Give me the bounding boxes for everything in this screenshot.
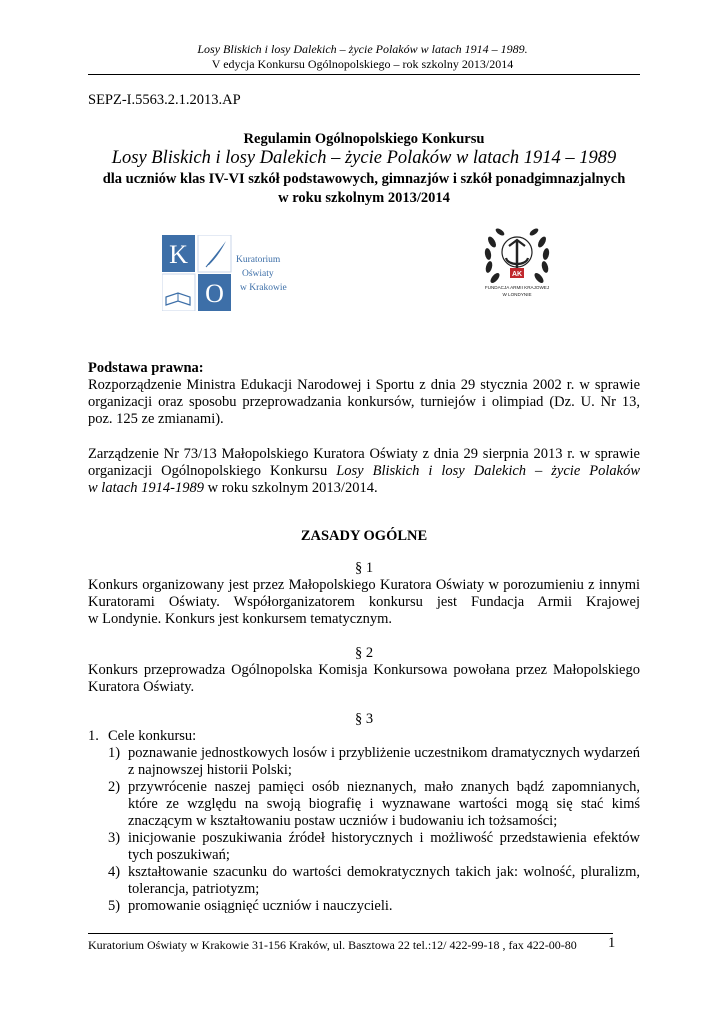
section-1-text — [88, 577, 640, 628]
goal-number: 1) — [108, 745, 121, 761]
legal-basis-p2-contest-title: Losy Bliskich i losy Dalekich – życie Polaków — [336, 463, 640, 479]
goal-number: 3) — [108, 830, 121, 846]
title-regulation: Regulamin Ogólnopolskiego Konkursu — [243, 131, 485, 147]
legal-basis-p1-line-2: organizacji oraz sposobu przeprowadzania konkursów, turniejów i olimpiad (Dz. U. Nr 13, — [88, 394, 640, 410]
goal-line: inicjowanie poszukiwania źródeł historycznych i możliwość przedstawienia efektów — [128, 830, 640, 846]
section-1-line-2: Kuratorami Oświaty. Współorganizatorem konkursu jest Fundacja Armii Krajowej — [88, 594, 640, 610]
goal-number: 5) — [108, 898, 121, 914]
logo-text-oswiaty: Oświaty — [242, 269, 274, 279]
legal-basis-p2-line-2a: organizacji Ogólnopolskiego Konkursu — [88, 463, 328, 479]
goal-line: przywrócenie naszej pamięci osób nieznanych, mało znanych bądź zapomnianych, — [128, 779, 640, 795]
fundacja-ak-logo — [482, 222, 552, 312]
legal-basis-p2-line-1: Zarządzenie Nr 73/13 Małopolskiego Kuratora Oświaty z dnia 29 sierpnia 2013 r. w sprawie — [88, 446, 640, 462]
legal-basis-p1-line-1: Rozporządzenie Ministra Edukacji Narodowej i Sportu z dnia 29 stycznia 2002 r. w sprawie — [88, 377, 640, 393]
running-header-edition: V edycja Konkursu Ogólnopolskiego – rok szkolny 2013/2014 — [211, 57, 514, 71]
legal-basis-p2-line-3b: w roku szkolnym 2013/2014. — [207, 480, 378, 496]
footer-rule — [88, 933, 613, 934]
title-contest-name: Losy Bliskich i losy Dalekich – życie Polaków w latach 1914 – 1989 — [111, 148, 617, 168]
section-2-line-1: Konkurs przeprowadza Ogólnopolska Komisja Konkursowa powołana przez Małopolskiego — [88, 662, 640, 678]
title-audience: dla uczniów klas IV-VI szkół podstawowych, gimnazjów i szkół ponadgimnazjalnych — [102, 171, 626, 187]
legal-basis-paragraph-1 — [88, 377, 640, 428]
ak-badge-text: AK — [511, 271, 523, 278]
section-3-intro: Cele konkursu: — [108, 728, 197, 744]
logo-letter-o: O — [205, 279, 224, 308]
fundacja-location-text: W LONDYNIE — [502, 292, 532, 297]
goal-number: 2) — [108, 779, 121, 795]
legal-basis-heading: Podstawa prawna: — [88, 360, 204, 376]
title-school-year: w roku szkolnym 2013/2014 — [278, 190, 450, 206]
goal-line: promowanie osiągnięć uczniów i nauczycieli. — [128, 898, 393, 914]
kotwica-icon — [502, 237, 532, 268]
goal-line: tych poszukiwań; — [128, 847, 230, 863]
header-rule — [88, 74, 640, 75]
goal-line: kształtowanie szacunku do wartości demokratycznych takich jak: wolność, pluralizm, — [128, 864, 640, 880]
running-header-title: Losy Bliskich i losy Dalekich – życie Polaków w latach 1914 – 1989. — [197, 42, 528, 56]
logo-text-krakow: w Krakowie — [240, 283, 287, 293]
goal-number: 4) — [108, 864, 121, 880]
section-3-intro-number: 1. — [88, 728, 99, 744]
legal-basis-p2-line-2 — [88, 463, 640, 480]
goal-line: tolerancja, patriotyzm; — [128, 881, 260, 897]
legal-basis-paragraph-2 — [88, 446, 640, 497]
section-2-line-2: Kuratora Oświaty. — [88, 679, 195, 695]
legal-basis-p2-line-3 — [88, 480, 640, 497]
section-1-mark: § 1 — [354, 560, 374, 576]
reference-number: SEPZ-I.5563.2.1.2013.AP — [88, 92, 241, 108]
general-rules-heading: ZASADY OGÓLNE — [300, 528, 428, 544]
legal-basis-p1-line-3: poz. 125 ze zmianami). — [88, 411, 224, 427]
section-2-text — [88, 662, 640, 696]
section-1-line-3: w Londynie. Konkurs jest konkursem tematycznym. — [88, 611, 393, 627]
section-3-mark: § 3 — [354, 711, 374, 727]
kuratorium-logo — [162, 235, 307, 311]
fundacja-text: FUNDACJA ARMII KRAJOWEJ — [484, 285, 550, 290]
section-1-line-1: Konkurs organizowany jest przez Małopolskiego Kuratora Oświaty w porozumieniu z innymi — [88, 577, 640, 593]
logo-text-kuratorium: Kuratorium — [236, 255, 281, 265]
goal-line: znaczącym w kształtowaniu postaw uczniów i budowaniu ich tożsamości; — [128, 813, 558, 829]
section-2-mark: § 2 — [354, 645, 374, 661]
goal-line: poznawanie jednostkowych losów i przybliżenie uczestnikom dramatycznych wydarzeń — [128, 745, 640, 761]
goal-line: które ze względu na swoją biografię i wyznawane wartości mogą się stać kimś — [128, 796, 640, 812]
logo-letter-k: K — [169, 240, 188, 269]
goal-line: z najnowszej historii Polski; — [128, 762, 292, 778]
footer-address: Kuratorium Oświaty w Krakowie 31-156 Kraków, ul. Basztowa 22 tel.:12/ 422-99-18 , fax 422-00-80 — [88, 938, 577, 952]
legal-basis-p2-years: w latach 1914-1989 — [88, 480, 204, 496]
page-number: 1 — [608, 935, 616, 951]
